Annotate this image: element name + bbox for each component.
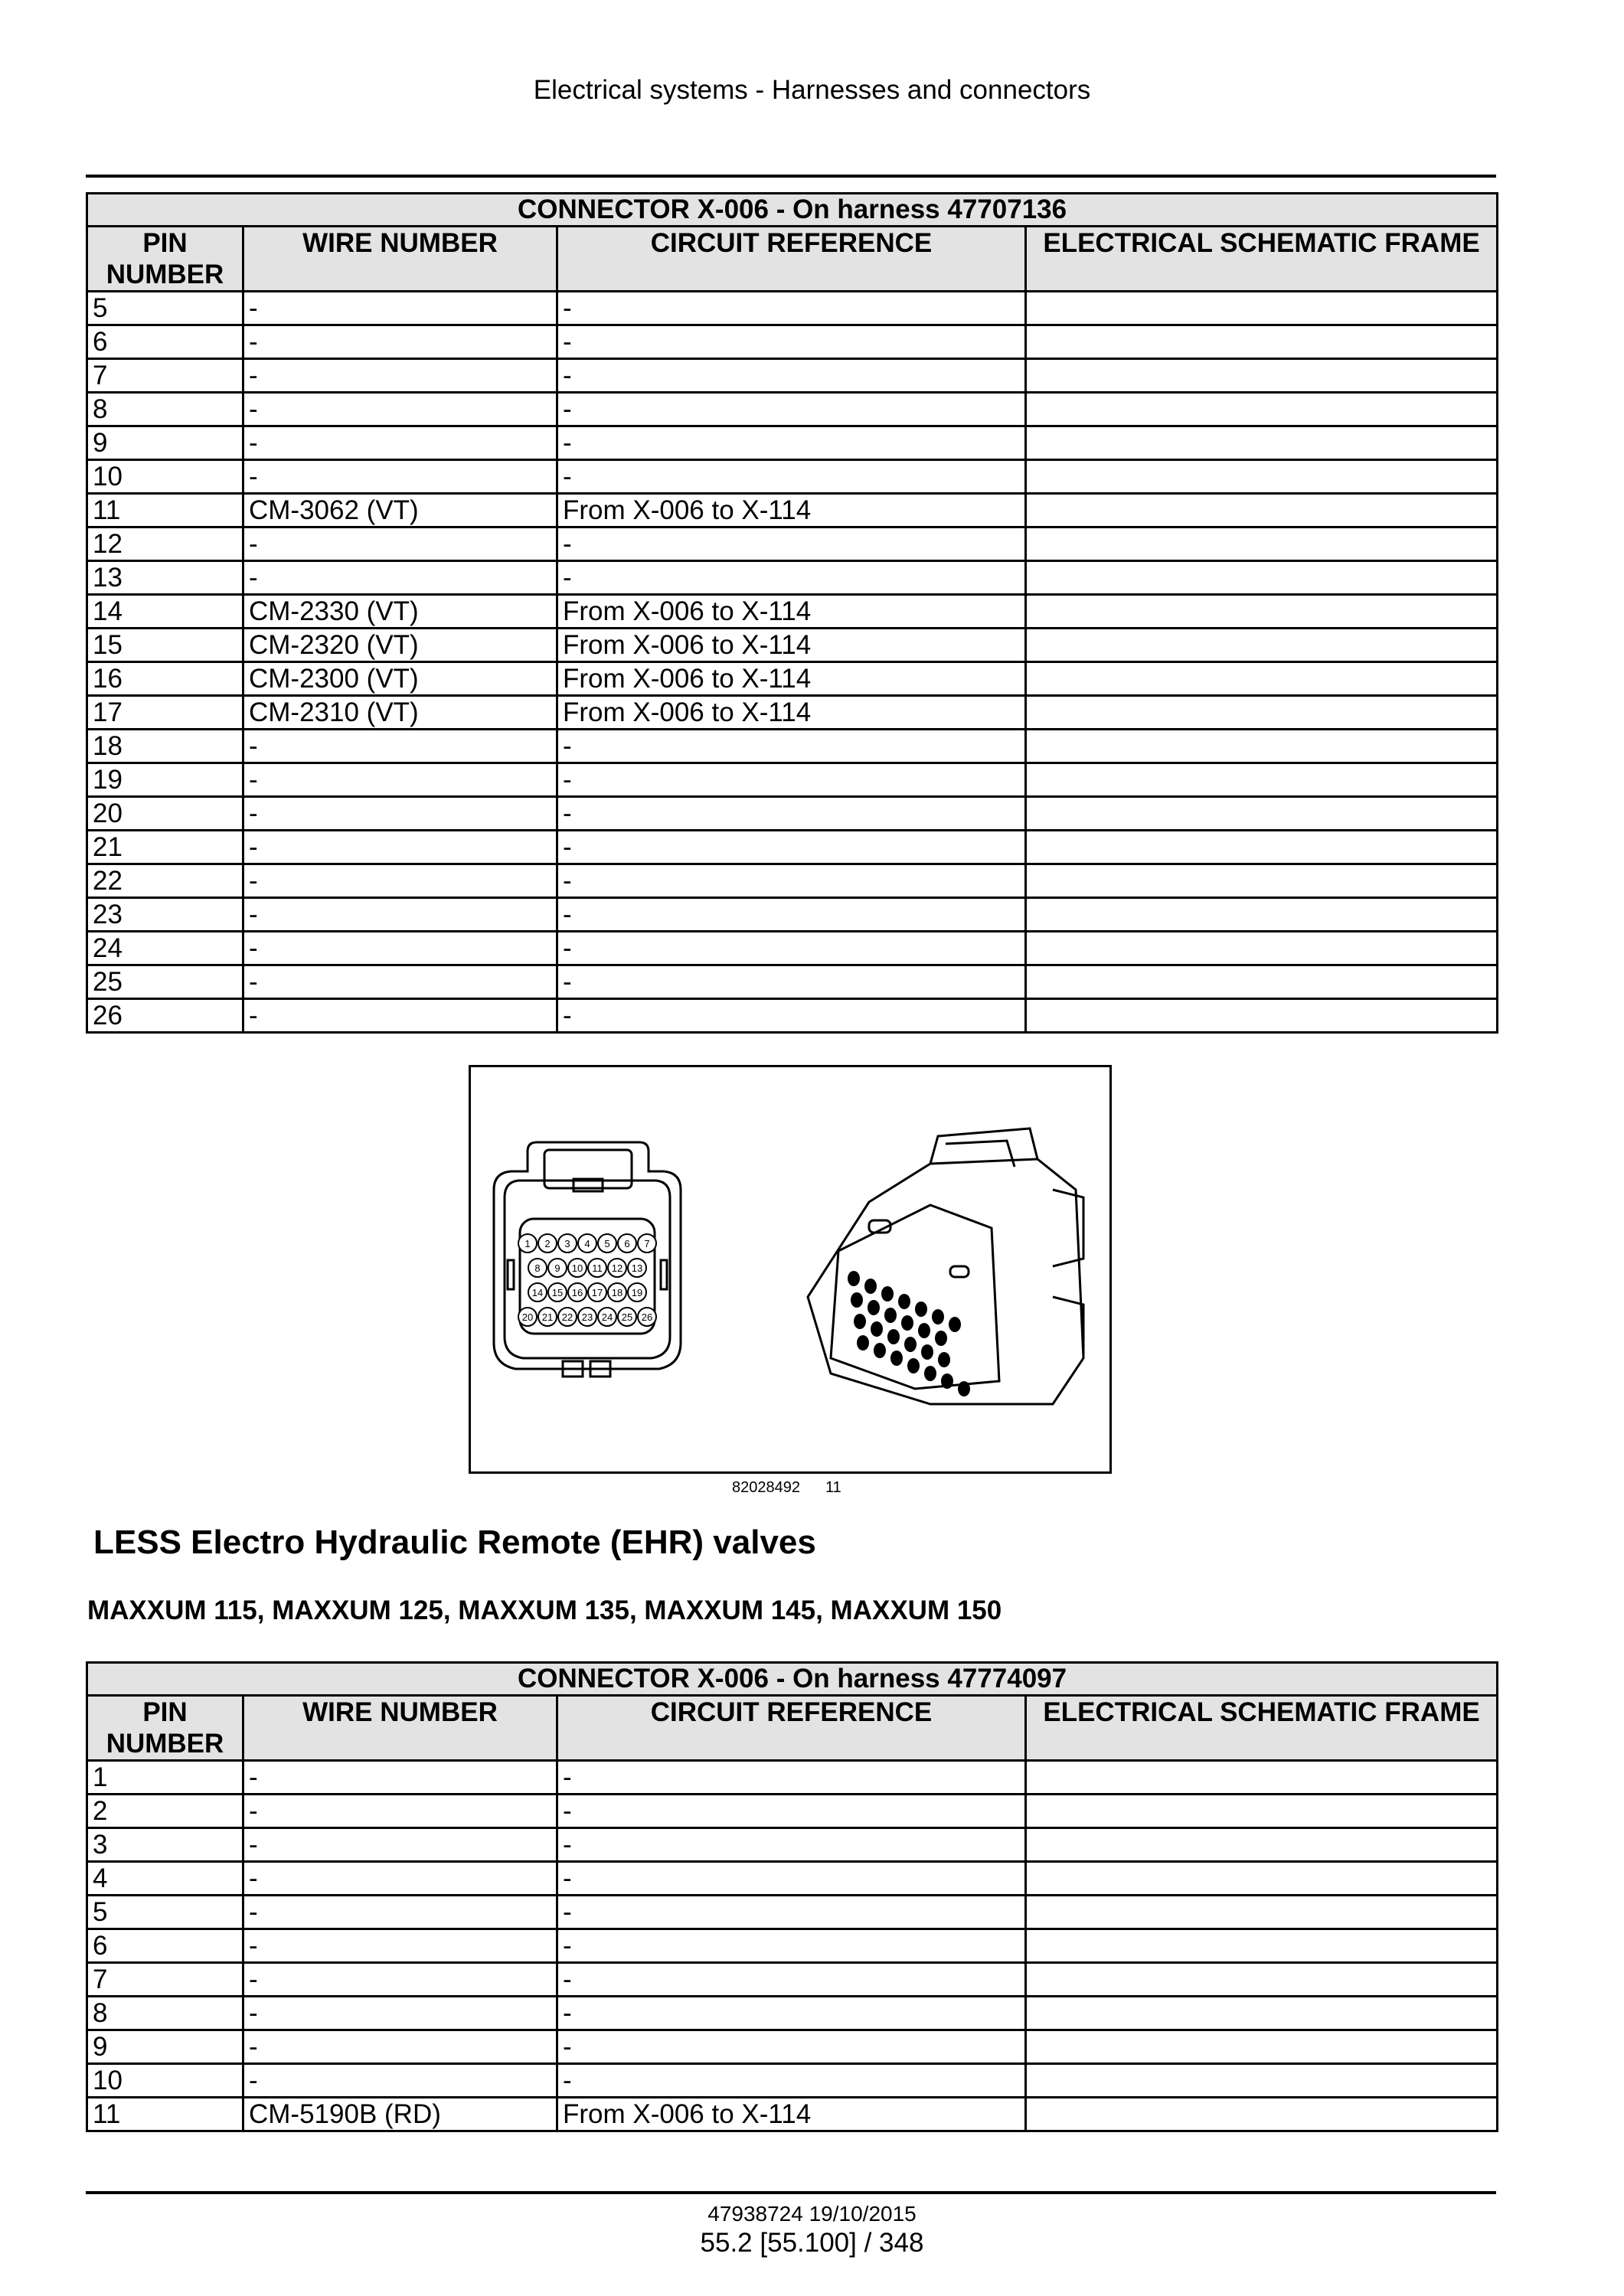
cell-circuit-reference: From X-006 to X-114 — [557, 2098, 1026, 2131]
pin-hole — [958, 1381, 970, 1396]
pin-label: 12 — [611, 1262, 623, 1274]
table-row — [87, 965, 1498, 999]
table-row — [87, 629, 1498, 662]
pin-hole — [868, 1300, 880, 1315]
pin-label: 15 — [551, 1287, 564, 1298]
table-row — [87, 1963, 1498, 1997]
col-circuit-reference: CIRCUIT REFERENCE — [557, 1696, 1026, 1761]
pin-label: 4 — [584, 1238, 590, 1249]
pin-hole — [864, 1279, 877, 1294]
cell-schematic-frame — [1026, 797, 1498, 831]
table-row — [87, 662, 1498, 696]
pin-hole — [887, 1329, 900, 1344]
pin-label: 9 — [554, 1262, 560, 1274]
cell-wire-number: - — [243, 831, 557, 864]
cell-schematic-frame — [1026, 2064, 1498, 2098]
cell-circuit-reference: From X-006 to X-114 — [557, 696, 1026, 730]
cell-pin-number: 25 — [87, 965, 243, 999]
cell-pin-number: 9 — [87, 426, 243, 460]
connector-illustration — [471, 1067, 1109, 1471]
table-row — [87, 1761, 1498, 1795]
cell-pin-number: 5 — [87, 1896, 243, 1929]
cell-schematic-frame — [1026, 662, 1498, 696]
pin-hole — [949, 1317, 961, 1332]
cell-circuit-reference: - — [557, 2030, 1026, 2064]
cell-pin-number: 24 — [87, 932, 243, 965]
pin-label: 17 — [591, 1287, 603, 1298]
pin-hole — [915, 1302, 927, 1317]
cell-wire-number: - — [243, 763, 557, 797]
cell-pin-number: 11 — [87, 494, 243, 527]
cell-schematic-frame — [1026, 292, 1498, 325]
cell-schematic-frame — [1026, 831, 1498, 864]
cell-schematic-frame — [1026, 2098, 1498, 2131]
cell-wire-number: - — [243, 1896, 557, 1929]
cell-schematic-frame — [1026, 527, 1498, 561]
cell-circuit-reference: - — [557, 426, 1026, 460]
cell-schematic-frame — [1026, 359, 1498, 393]
cell-circuit-reference: - — [557, 730, 1026, 763]
cell-wire-number: CM-2310 (VT) — [243, 696, 557, 730]
connector-figure — [469, 1065, 1112, 1474]
table-row — [87, 1795, 1498, 1828]
cell-pin-number: 18 — [87, 730, 243, 763]
cell-schematic-frame — [1026, 1862, 1498, 1896]
pin-hole — [851, 1292, 863, 1308]
cell-pin-number: 21 — [87, 831, 243, 864]
cell-pin-number: 12 — [87, 527, 243, 561]
pin-label: 1 — [524, 1238, 531, 1249]
cell-wire-number: - — [243, 1963, 557, 1997]
pin-label: 16 — [571, 1287, 583, 1298]
cell-wire-number: - — [243, 561, 557, 595]
table-row — [87, 1997, 1498, 2030]
cell-pin-number: 22 — [87, 864, 243, 898]
cell-circuit-reference: From X-006 to X-114 — [557, 595, 1026, 629]
pin-label: 21 — [541, 1311, 554, 1323]
pin-hole — [941, 1373, 953, 1389]
pin-hole — [938, 1352, 950, 1367]
table-row — [87, 460, 1498, 494]
cell-schematic-frame — [1026, 1795, 1498, 1828]
cell-pin-number: 1 — [87, 1761, 243, 1795]
table-row — [87, 763, 1498, 797]
cell-circuit-reference: From X-006 to X-114 — [557, 662, 1026, 696]
cell-wire-number: - — [243, 965, 557, 999]
pin-hole — [854, 1314, 866, 1329]
col-pin-number: PIN NUMBER — [87, 1696, 243, 1761]
cell-circuit-reference: - — [557, 527, 1026, 561]
footer-doc-id: 47938724 19/10/2015 — [707, 2202, 917, 2226]
table-title: CONNECTOR X-006 - On harness 47707136 — [87, 194, 1498, 227]
cell-wire-number: - — [243, 1929, 557, 1963]
cell-pin-number: 5 — [87, 292, 243, 325]
cell-pin-number: 13 — [87, 561, 243, 595]
cell-circuit-reference: - — [557, 763, 1026, 797]
section-models: MAXXUM 115, MAXXUM 125, MAXXUM 135, MAXXUM 145, MAXXUM 150 — [87, 1595, 1002, 1625]
cell-circuit-reference: - — [557, 831, 1026, 864]
footer-rule — [86, 2191, 1496, 2194]
pin-hole — [874, 1343, 886, 1358]
cell-schematic-frame — [1026, 1828, 1498, 1862]
cell-schematic-frame — [1026, 426, 1498, 460]
pin-label: 7 — [644, 1238, 650, 1249]
table-title: CONNECTOR X-006 - On harness 47774097 — [87, 1663, 1498, 1696]
pin-hole — [881, 1286, 894, 1302]
pin-label: 14 — [531, 1287, 544, 1298]
cell-pin-number: 6 — [87, 325, 243, 359]
cell-schematic-frame — [1026, 932, 1498, 965]
cell-schematic-frame — [1026, 561, 1498, 595]
cell-pin-number: 2 — [87, 1795, 243, 1828]
cell-circuit-reference: - — [557, 1862, 1026, 1896]
pin-label: 23 — [581, 1311, 593, 1323]
cell-pin-number: 16 — [87, 662, 243, 696]
cell-circuit-reference: - — [557, 460, 1026, 494]
cell-circuit-reference: - — [557, 1896, 1026, 1929]
table-row — [87, 393, 1498, 426]
cell-circuit-reference: - — [557, 999, 1026, 1033]
cell-wire-number: CM-3062 (VT) — [243, 494, 557, 527]
cell-circuit-reference: - — [557, 325, 1026, 359]
cell-wire-number: - — [243, 2064, 557, 2098]
cell-wire-number: - — [243, 999, 557, 1033]
cell-wire-number: - — [243, 1828, 557, 1862]
cell-pin-number: 6 — [87, 1929, 243, 1963]
cell-wire-number: - — [243, 1862, 557, 1896]
cell-wire-number: - — [243, 1795, 557, 1828]
pin-label: 26 — [641, 1311, 653, 1323]
pin-label: 11 — [592, 1262, 603, 1274]
cell-pin-number: 3 — [87, 1828, 243, 1862]
cell-schematic-frame — [1026, 1761, 1498, 1795]
cell-circuit-reference: - — [557, 561, 1026, 595]
table-row — [87, 1828, 1498, 1862]
pin-hole — [907, 1358, 920, 1373]
pin-hole — [924, 1366, 936, 1381]
cell-pin-number: 19 — [87, 763, 243, 797]
connector-table-2 — [86, 1661, 1498, 2132]
pin-label: 18 — [611, 1287, 623, 1298]
cell-pin-number: 14 — [87, 595, 243, 629]
pin-label: 13 — [631, 1262, 643, 1274]
table-row — [87, 730, 1498, 763]
cell-wire-number: CM-5190B (RD) — [243, 2098, 557, 2131]
pin-label: 24 — [601, 1311, 613, 1323]
cell-circuit-reference: - — [557, 932, 1026, 965]
col-pin-number: PIN NUMBER — [87, 227, 243, 292]
cell-schematic-frame — [1026, 864, 1498, 898]
cell-schematic-frame — [1026, 965, 1498, 999]
table-row — [87, 527, 1498, 561]
cell-wire-number: - — [243, 797, 557, 831]
pin-label: 20 — [521, 1311, 534, 1323]
pin-hole — [890, 1350, 903, 1366]
table-row — [87, 561, 1498, 595]
pin-label: 25 — [621, 1311, 633, 1323]
pin-hole — [848, 1271, 860, 1286]
cell-schematic-frame — [1026, 460, 1498, 494]
cell-wire-number: CM-2300 (VT) — [243, 662, 557, 696]
cell-circuit-reference: - — [557, 1997, 1026, 2030]
table-row — [87, 494, 1498, 527]
cell-pin-number: 8 — [87, 1997, 243, 2030]
cell-pin-number: 7 — [87, 1963, 243, 1997]
cell-circuit-reference: - — [557, 393, 1026, 426]
pin-hole — [871, 1321, 883, 1337]
table-row — [87, 696, 1498, 730]
iso-pin-grid — [848, 1271, 970, 1396]
cell-wire-number: - — [243, 292, 557, 325]
pin-label: 3 — [564, 1238, 570, 1249]
table-row — [87, 325, 1498, 359]
cell-pin-number: 10 — [87, 460, 243, 494]
cell-pin-number: 10 — [87, 2064, 243, 2098]
section-heading: LESS Electro Hydraulic Remote (EHR) valves — [93, 1524, 816, 1561]
figure-code: 82028492 — [732, 1479, 800, 1496]
header-rule — [86, 175, 1496, 178]
cell-wire-number: - — [243, 1997, 557, 2030]
cell-circuit-reference: - — [557, 898, 1026, 932]
cell-circuit-reference: From X-006 to X-114 — [557, 494, 1026, 527]
table-row — [87, 831, 1498, 864]
table-row — [87, 999, 1498, 1033]
cell-wire-number: - — [243, 325, 557, 359]
pin-label: 10 — [571, 1262, 583, 1274]
pin-label: 6 — [624, 1238, 630, 1249]
cell-schematic-frame — [1026, 1896, 1498, 1929]
figure-number: 11 — [825, 1479, 841, 1496]
cell-pin-number: 20 — [87, 797, 243, 831]
pin-hole — [935, 1331, 947, 1346]
cell-wire-number: CM-2320 (VT) — [243, 629, 557, 662]
cell-schematic-frame — [1026, 898, 1498, 932]
cell-circuit-reference: From X-006 to X-114 — [557, 629, 1026, 662]
connector-table-1 — [86, 192, 1498, 1034]
cell-pin-number: 23 — [87, 898, 243, 932]
table-row — [87, 2098, 1498, 2131]
cell-circuit-reference: - — [557, 1761, 1026, 1795]
page-header: Electrical systems - Harnesses and connectors — [533, 75, 1091, 105]
cell-schematic-frame — [1026, 595, 1498, 629]
table-row — [87, 1862, 1498, 1896]
cell-wire-number: - — [243, 393, 557, 426]
pin-hole — [901, 1315, 913, 1331]
cell-pin-number: 15 — [87, 629, 243, 662]
table-row — [87, 1929, 1498, 1963]
pin-hole — [857, 1335, 869, 1350]
cell-pin-number: 4 — [87, 1862, 243, 1896]
cell-pin-number: 26 — [87, 999, 243, 1033]
cell-wire-number: - — [243, 864, 557, 898]
cell-circuit-reference: - — [557, 359, 1026, 393]
cell-wire-number: - — [243, 460, 557, 494]
cell-pin-number: 8 — [87, 393, 243, 426]
pin-hole — [904, 1337, 917, 1352]
cell-pin-number: 17 — [87, 696, 243, 730]
cell-circuit-reference: - — [557, 1828, 1026, 1862]
cell-schematic-frame — [1026, 696, 1498, 730]
pin-label: 19 — [631, 1287, 643, 1298]
cell-schematic-frame — [1026, 2030, 1498, 2064]
cell-schematic-frame — [1026, 494, 1498, 527]
cell-schematic-frame — [1026, 629, 1498, 662]
pin-hole — [932, 1309, 944, 1324]
cell-pin-number: 7 — [87, 359, 243, 393]
pin-label: 22 — [561, 1311, 573, 1323]
cell-wire-number: - — [243, 527, 557, 561]
table-row — [87, 932, 1498, 965]
table-row — [87, 595, 1498, 629]
pin-hole — [884, 1308, 897, 1323]
cell-schematic-frame — [1026, 393, 1498, 426]
cell-schematic-frame — [1026, 730, 1498, 763]
cell-wire-number: - — [243, 932, 557, 965]
pin-hole — [918, 1323, 930, 1338]
cell-schematic-frame — [1026, 325, 1498, 359]
table-row — [87, 426, 1498, 460]
cell-circuit-reference: - — [557, 797, 1026, 831]
cell-circuit-reference: - — [557, 292, 1026, 325]
table-row — [87, 359, 1498, 393]
cell-schematic-frame — [1026, 1997, 1498, 2030]
cell-wire-number: - — [243, 2030, 557, 2064]
table-row — [87, 292, 1498, 325]
pin-hole — [898, 1294, 910, 1309]
cell-circuit-reference: - — [557, 864, 1026, 898]
cell-wire-number: - — [243, 1761, 557, 1795]
cell-pin-number: 9 — [87, 2030, 243, 2064]
col-wire-number: WIRE NUMBER — [243, 227, 557, 292]
cell-circuit-reference: - — [557, 965, 1026, 999]
table-row — [87, 864, 1498, 898]
cell-circuit-reference: - — [557, 1929, 1026, 1963]
col-wire-number: WIRE NUMBER — [243, 1696, 557, 1761]
pin-label: 2 — [544, 1238, 551, 1249]
table-row — [87, 2030, 1498, 2064]
footer-page-number: 55.2 [55.100] / 348 — [700, 2228, 924, 2258]
cell-circuit-reference: - — [557, 1795, 1026, 1828]
table-row — [87, 898, 1498, 932]
cell-wire-number: - — [243, 898, 557, 932]
cell-schematic-frame — [1026, 1963, 1498, 1997]
table-row — [87, 2064, 1498, 2098]
face-pin-grid — [518, 1234, 656, 1326]
pin-label: 5 — [604, 1238, 610, 1249]
cell-wire-number: CM-2330 (VT) — [243, 595, 557, 629]
col-schematic-frame: ELECTRICAL SCHEMATIC FRAME — [1026, 1696, 1498, 1761]
pin-label: 8 — [534, 1262, 541, 1274]
cell-schematic-frame — [1026, 763, 1498, 797]
table-row — [87, 797, 1498, 831]
cell-wire-number: - — [243, 426, 557, 460]
table-row — [87, 1896, 1498, 1929]
cell-schematic-frame — [1026, 1929, 1498, 1963]
cell-pin-number: 11 — [87, 2098, 243, 2131]
cell-schematic-frame — [1026, 999, 1498, 1033]
cell-wire-number: - — [243, 359, 557, 393]
cell-circuit-reference: - — [557, 1963, 1026, 1997]
col-circuit-reference: CIRCUIT REFERENCE — [557, 227, 1026, 292]
pin-hole — [921, 1344, 933, 1360]
cell-circuit-reference: - — [557, 2064, 1026, 2098]
col-schematic-frame: ELECTRICAL SCHEMATIC FRAME — [1026, 227, 1498, 292]
cell-wire-number: - — [243, 730, 557, 763]
